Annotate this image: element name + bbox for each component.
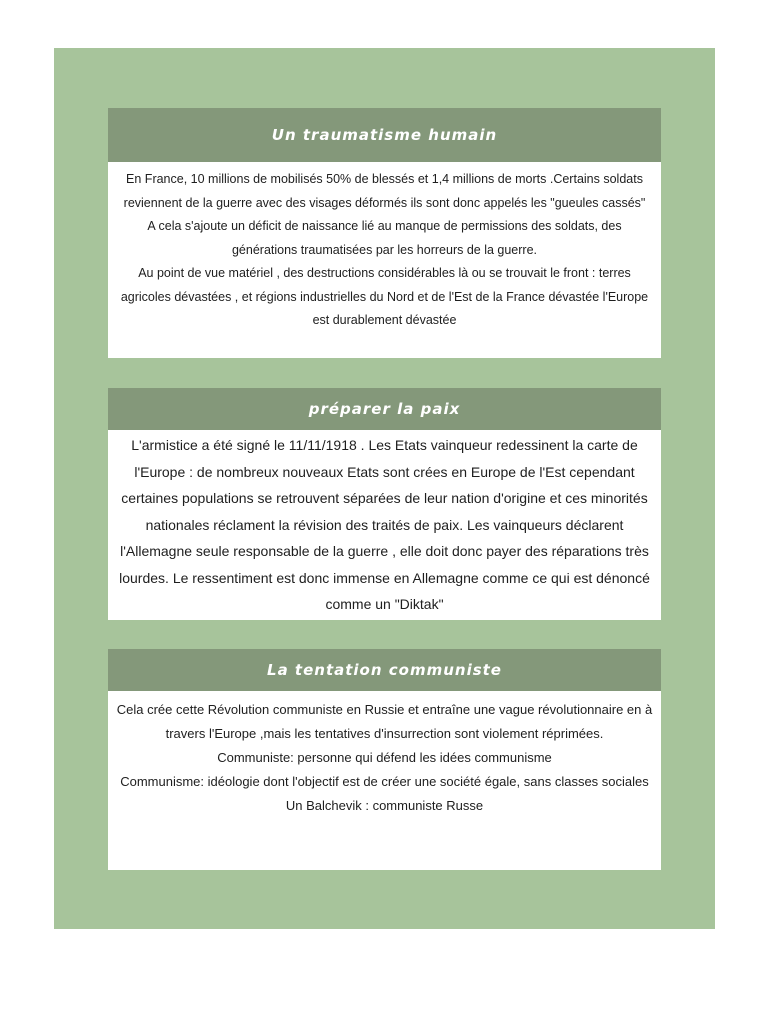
section-body: [108, 162, 661, 333]
paragraph: L'armistice a été signé le 11/11/1918 . Les Etats vainqueur redessinent la carte de l'Europe : de nombreux nouveaux Etats sont crées en Europe de l'Est cependant certaines populations se retrouvent séparées de leur nation d'origine et ces minorités nationales réclament la révision des traités de paix. Les vainqueurs déclarent l'Allemagne seule responsable de la guerre , elle doit donc payer des réparations très lourdes. Le ressentiment est donc immense en Allemagne comme ce qui est dénoncé comme un "Diktak": [119, 437, 650, 612]
section-title: Un traumatisme humain: [108, 108, 661, 162]
section-card-trauma: [108, 108, 661, 358]
section-title: La tentation communiste: [108, 649, 661, 691]
paragraph: Au point de vue matériel , des destructions considérables là ou se trouvait le front : terres agricoles dévastées , et régions industrielles du Nord et de l'Est de la France dévastée l'Europe est durablement dévastée: [120, 266, 649, 327]
paragraph: Communiste: personne qui défend les idées communisme: [217, 750, 552, 765]
section-body: [108, 691, 661, 818]
poster-background: [54, 48, 715, 929]
paragraph: Communisme: idéologie dont l'objectif est de créer une société égale, sans classes sociales: [120, 774, 649, 789]
paragraph: Un Balchevik : communiste Russe: [285, 798, 484, 813]
section-card-peace: [108, 388, 661, 620]
section-body: [108, 430, 661, 618]
paragraph: En France, 10 millions de mobilisés 50% de blessés et 1,4 millions de morts .Certains soldats reviennent de la guerre avec des visages déformés ils sont donc appelés les "gueules cassés": [123, 172, 646, 210]
paragraph: A cela s'ajoute un déficit de naissance lié au manque de permissions des soldats, des générations traumatisées par les horreurs de la guerre.: [147, 219, 622, 257]
section-card-communism: [108, 649, 661, 870]
section-title: préparer la paix: [108, 388, 661, 430]
paragraph: Cela crée cette Révolution communiste en Russie et entraîne une vague révolutionnaire en à travers l'Europe ,mais les tentatives d'insurrection sont violement réprimées.: [116, 702, 653, 741]
